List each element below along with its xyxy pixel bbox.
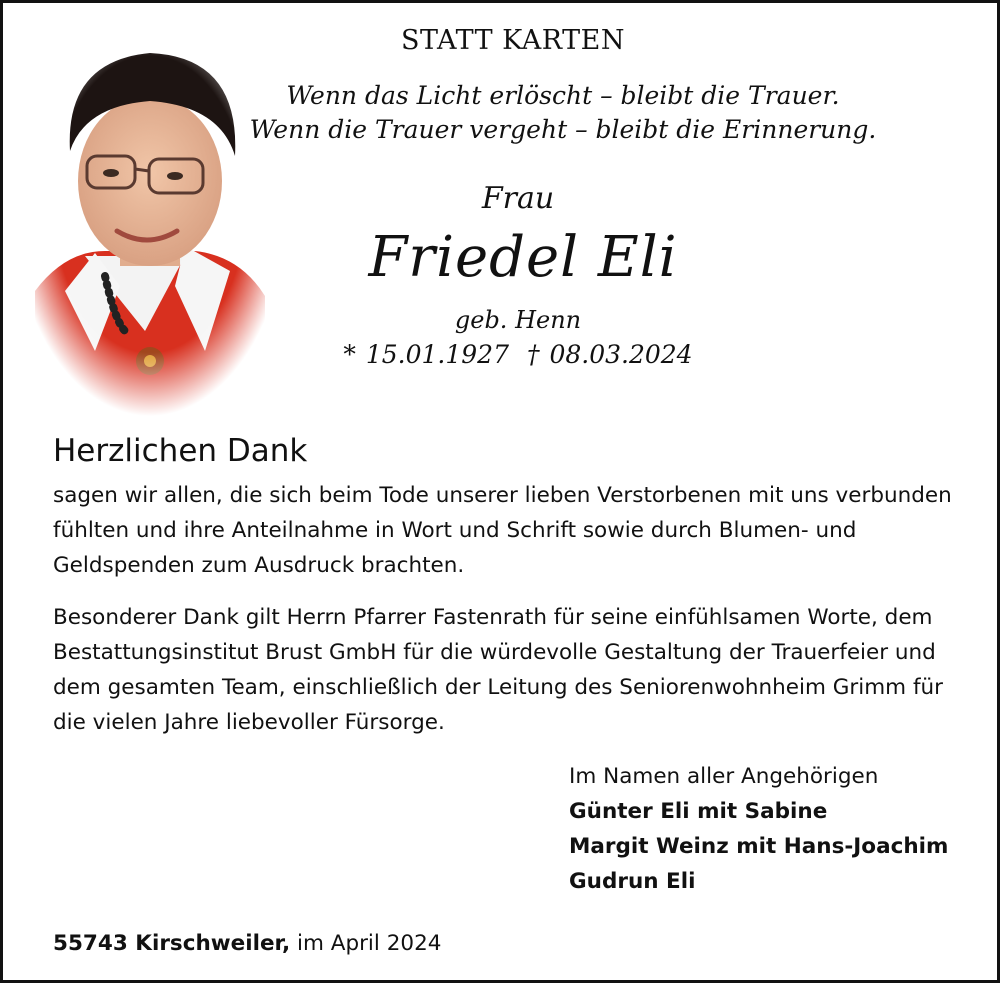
thanks-heading: Herzlichen Dank — [53, 433, 308, 469]
thanks-paragraph-2: Besonderer Dank gilt Herrn Pfarrer Fastenrath für seine einfühlsamen Worte, dem Bestattungsinstitut Brust GmbH für die würdevolle Gestaltung der Trauerfeier und dem gesamten Team, einschließlich der Leitung des Seniorenwohnheim Grimm für die vielen Jahre liebevoller Fürsorge. — [53, 605, 943, 735]
signoff-intro: Im Namen aller Angehörigen — [569, 764, 879, 789]
life-dates — [333, 340, 703, 369]
death-date: † 08.03.2024 — [527, 340, 693, 369]
motto — [233, 79, 893, 147]
salutation: Frau — [481, 181, 555, 216]
date: im April 2024 — [296, 931, 442, 956]
statt-karten-heading: STATT KARTEN — [401, 25, 625, 56]
relative-name: Margit Weinz mit Hans-Joachim — [569, 834, 949, 859]
place: 55743 Kirschweiler, — [53, 931, 291, 956]
birth-date: * 15.01.1927 — [343, 340, 509, 369]
place-and-date — [53, 931, 441, 956]
relative-name: Gudrun Eli — [569, 869, 696, 894]
relative-name: Günter Eli mit Sabine — [569, 799, 828, 824]
motto-line-1: Wenn das Licht erlöscht – bleibt die Trauer. — [286, 81, 840, 110]
motto-line-2: Wenn die Trauer vergeht – bleibt die Erinnerung. — [249, 115, 877, 144]
thanks-paragraph-1: sagen wir allen, die sich beim Tode unserer lieben Verstorbenen mit uns verbunden fühlten und ihre Anteilnahme in Wort und Schrift sowie durch Blumen- und Geldspenden zum Ausdruck brachten. — [53, 483, 952, 578]
birth-name: geb. Henn — [454, 306, 582, 334]
signoff — [569, 759, 948, 899]
deceased-name: Friedel Eli — [368, 225, 678, 290]
